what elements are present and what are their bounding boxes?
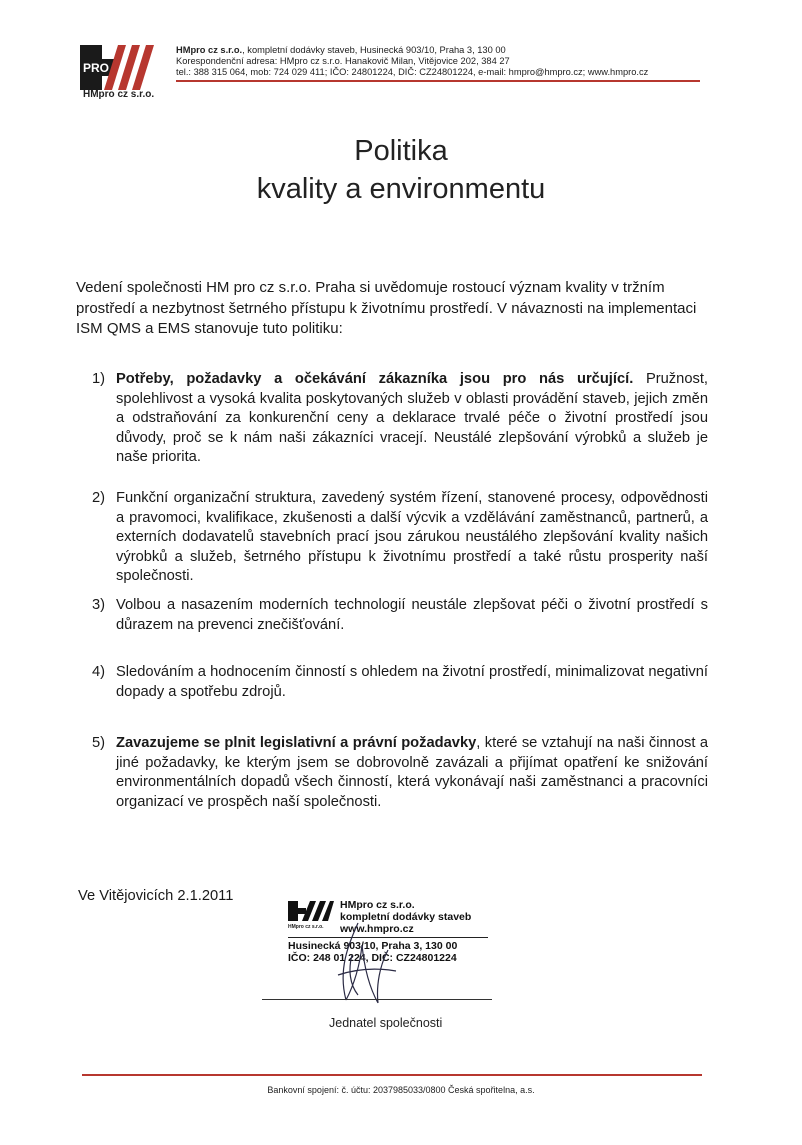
item-bold-text: Zavazujeme se plnit legislativní a právní požadavky — [116, 735, 477, 751]
item-text: Funkční organizační struktura, zavedený systém řízení, stanovené procesy, odpovědnosti a pravomoci, kvalifikace, zkušenosti a další výcvik a vzdělávání zaměstnanců, partnerů, a externích dodavatelů stavebních prací jsou zárukou neustálého zlepšování kvality našich výrobků a služeb, šetrného přístupu k životnímu prostředí a také růstu prosperity naší společnosti. — [116, 490, 708, 585]
intro-paragraph: Vedení společnosti HM pro cz s.r.o. Praha si uvědomuje rostoucí význam kvality v tržním prostředí a nezbytnost šetrného přístupu k životnímu prostředí. V návaznosti na implementaci ISM QMS a EMS stanovuje tuto politiku: — [76, 279, 697, 337]
letterhead-line-3: tel.: 388 315 064, mob: 724 029 411; IČO: 24801224, DIČ: CZ24801224, e-mail: hmpro@hmpro.cz; www.hmpro.cz — [176, 67, 649, 77]
item-number: 2) — [92, 490, 106, 506]
policy-item-2 — [92, 489, 708, 587]
title-line-1: Politika — [354, 135, 448, 167]
page-title — [0, 132, 802, 208]
policy-item-1 — [92, 370, 708, 468]
letterhead-company: HMpro cz s.r.o. — [176, 45, 243, 55]
stamp-address: Husinecká 903/10, Praha 3, 130 00 — [288, 940, 458, 952]
letterhead-line-2: Korespondenční adresa: HMpro cz s.r.o. Hanakovič Milan, Vitějovice 202, 384 27 — [176, 56, 510, 66]
item-text: , které se vztahují na naši činnost a jiné požadavky, ke kterým jsem se dobrovolně zavázali a přijímat opatření ke snižování environmentálních dopadů všech činností, která vykonávají naši zaměstnanci a pracovníci organizací ve prospěch naší společnosti. — [116, 735, 708, 810]
letterhead-text — [176, 45, 648, 78]
item-bold-text: Potřeby, požadavky a očekávání zákazníka jsou pro nás určující. — [116, 371, 634, 387]
company-logo — [80, 45, 154, 90]
policy-item-3 — [92, 596, 708, 635]
stamp-ids: IČO: 248 01 224, DIČ: CZ24801224 — [288, 952, 457, 964]
letterhead-line-1 — [176, 45, 648, 56]
item-text: Volbou a nasazením moderních technologií neustále zlepšovat péči o životní prostředí s důrazem na prevenci znečišťování. — [116, 597, 708, 633]
signature-line — [262, 999, 492, 1000]
bank-details: Bankovní spojení: č. účtu: 2037985033/0800 Česká spořitelna, a.s. — [267, 1085, 535, 1095]
policy-item-5 — [92, 734, 708, 812]
handwritten-signature — [318, 915, 408, 1010]
item-number: 4) — [92, 664, 106, 680]
item-number: 1) — [92, 371, 106, 387]
title-line-2: kvality a environmentu — [256, 173, 546, 205]
signature-caption: Jednatel společnosti — [329, 1016, 443, 1030]
stamp-web: www.hmpro.cz — [340, 923, 414, 935]
item-text: Pružnost, spolehlivost a vysoká kvalita poskytovaných služeb v oblasti provádění staveb, jejich změn a odstraňování za konkurenční ceny a deklarace trvalé péče o životní prostředí jsou důvody, proč se k nám naši zákazníci vracejí. Neustálé zlepšování výrobků a služeb je naše priorita. — [116, 371, 708, 466]
logo-text: PRO — [83, 61, 110, 75]
header-rule — [176, 80, 700, 82]
stamp-company: HMpro cz s.r.o. — [340, 899, 415, 911]
stamp-mark-caption: HMpro cz s.r.o. — [288, 924, 324, 930]
item-text: Sledováním a hodnocením činností s ohledem na životní prostředí, minimalizovat negativní dopady a spotřebu zdrojů. — [116, 664, 708, 700]
footer-rule — [82, 1074, 702, 1076]
letterhead-line-1-rest: , kompletní dodávky staveb, Husinecká 903/10, Praha 3, 130 00 — [242, 45, 506, 55]
item-number: 3) — [92, 597, 106, 613]
logo-caption: HMpro cz s.r.o. — [83, 89, 155, 100]
stamp-activity: kompletní dodávky staveb — [340, 911, 472, 923]
policy-item-4 — [92, 663, 708, 702]
item-number: 5) — [92, 735, 106, 751]
place-date: Ve Vitějovicích 2.1.2011 — [78, 888, 234, 904]
